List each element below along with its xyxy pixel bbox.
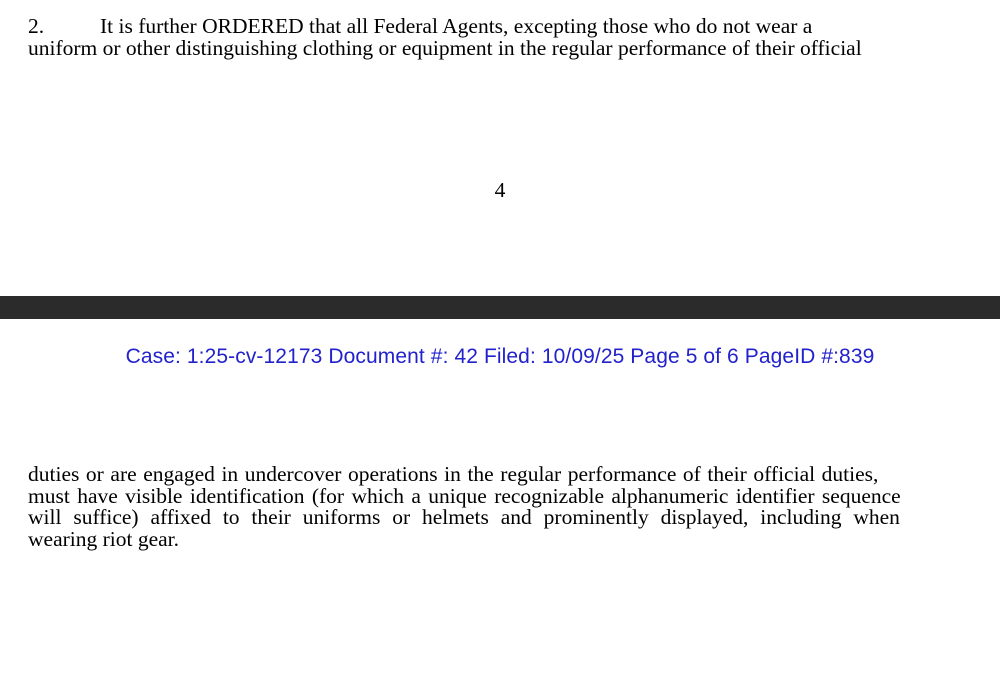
- paragraph-line: duties or are engaged in undercover operations in the regular performance of their official duties,: [28, 462, 879, 486]
- paragraph-line: will suffice) affixed to their uniforms or helmets and prominently displayed, including when: [28, 505, 900, 529]
- page-fragment-previous: [0, 0, 1000, 296]
- page-number-footer: 4: [494, 178, 506, 202]
- cmecf-stamp-header: Case: 1:25-cv-12173 Document #: 42 Filed: 10/09/25 Page 5 of 6 PageID #:839: [125, 345, 875, 368]
- ordered-paragraph-2: [28, 16, 984, 59]
- paragraph-line: [28, 14, 984, 38]
- paragraph-line-text: It is further ORDERED that all Federal Agents, excepting those who do not wear a: [100, 14, 813, 38]
- ordered-paragraph-2-continued: [28, 464, 984, 550]
- page-separator-bar: [0, 296, 1000, 319]
- page-fragment-next: [0, 319, 1000, 679]
- paragraph-number: 2.: [28, 14, 45, 38]
- paragraph-line: must have visible identification (for which a unique recognizable alphanumeric identifier sequence: [28, 483, 901, 508]
- paragraph-line: uniform or other distinguishing clothing or equipment in the regular performance of their official: [28, 35, 862, 60]
- paragraph-line: wearing riot gear.: [28, 526, 180, 551]
